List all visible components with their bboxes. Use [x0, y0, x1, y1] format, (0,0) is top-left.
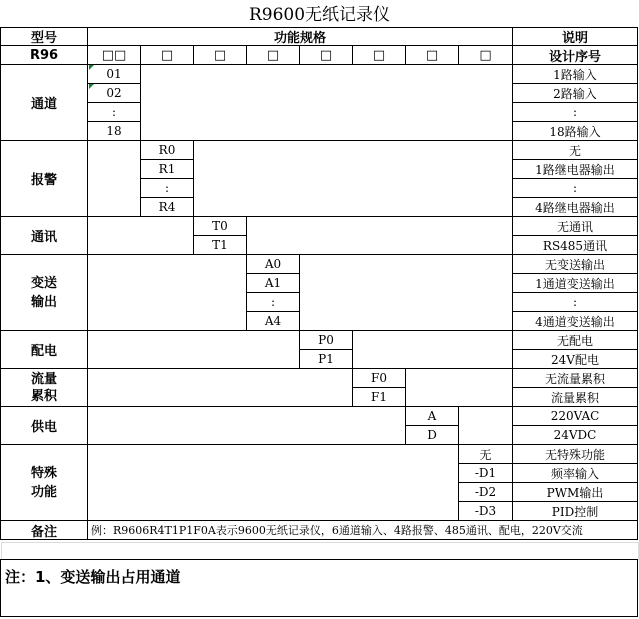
comm-empty-right: [246, 216, 513, 255]
section-label-flow-line1: 流量: [30, 371, 57, 387]
header-model-value: R96: [0, 45, 88, 65]
special-desc: PID控制: [512, 501, 638, 521]
supply-desc: 24VDC: [512, 425, 638, 445]
power-dist-code: P0: [299, 330, 353, 350]
supply-empty-right: [458, 406, 513, 445]
page-title: R9600无纸记录仪: [248, 5, 391, 25]
power-dist-desc: 24V配电: [512, 349, 638, 369]
alarm-empty-left: [87, 140, 141, 217]
placeholder-box: □: [405, 45, 459, 65]
alarm-code: R4: [140, 197, 194, 217]
channel-desc: :: [512, 102, 638, 122]
flow-desc: 无流量累积: [512, 368, 638, 388]
flow-desc: 流量累积: [512, 387, 638, 407]
spec-table: [0, 27, 639, 618]
supply-code: D: [405, 425, 459, 445]
alarm-desc: :: [512, 178, 638, 198]
flow-code: F1: [352, 387, 406, 407]
supply-desc: 220VAC: [512, 406, 638, 426]
special-code: 无: [458, 444, 513, 464]
transmit-empty-right: [299, 254, 513, 331]
header-desc-label: 说明: [512, 27, 638, 46]
section-label-transmit-line1: 变送: [30, 275, 57, 291]
channel-code: 01: [87, 64, 141, 84]
transmit-desc: 1通道变送输出: [512, 273, 638, 293]
header-model-label: 型号: [0, 27, 88, 46]
alarm-desc: 1路继电器输出: [512, 159, 638, 179]
special-desc: PWM输出: [512, 482, 638, 502]
section-label-channel: 通道: [0, 64, 88, 141]
channel-desc: 2路输入: [512, 83, 638, 103]
section-label-alarm: 报警: [0, 140, 88, 217]
placeholder-box: □: [352, 45, 406, 65]
empty-grid-row: [1, 542, 639, 560]
header-spec-label: 功能规格: [87, 27, 513, 46]
transmit-desc: 无变送输出: [512, 254, 638, 274]
power-dist-desc: 无配电: [512, 330, 638, 350]
channel-code: :: [87, 102, 141, 122]
flow-code: F0: [352, 368, 406, 388]
transmit-desc: 4通道变送输出: [512, 311, 638, 331]
channel-code: 18: [87, 121, 141, 141]
alarm-code: R0: [140, 140, 194, 160]
remark-text: 例：R9606R4T1P1F0A表示9600无纸记录仪，6通道输入、4路报警、485通讯、配电，220V交流: [87, 520, 638, 540]
alarm-empty-right: [193, 140, 513, 217]
placeholder-box: □□: [87, 45, 141, 65]
comm-desc: RS485通讯: [512, 235, 638, 255]
section-label-supply: 供电: [0, 406, 88, 445]
placeholder-box: □: [458, 45, 513, 65]
power-dist-code: P1: [299, 349, 353, 369]
placeholder-box: □: [246, 45, 300, 65]
transmit-empty-left: [87, 254, 247, 331]
special-code: -D3: [458, 501, 513, 521]
channel-desc: 1路输入: [512, 64, 638, 84]
header-desc-sub: 设计序号: [512, 45, 638, 65]
placeholder-box: □: [299, 45, 353, 65]
comm-empty-left: [87, 216, 194, 255]
special-code: -D2: [458, 482, 513, 502]
remark-label: 备注: [0, 520, 88, 540]
transmit-code: :: [246, 292, 300, 312]
placeholder-box: □: [193, 45, 247, 65]
special-desc: 频率输入: [512, 463, 638, 483]
channel-code: 02: [87, 83, 141, 103]
alarm-code: :: [140, 178, 194, 198]
section-label-comm: 通讯: [0, 216, 88, 255]
special-desc: 无特殊功能: [512, 444, 638, 464]
transmit-desc: :: [512, 292, 638, 312]
section-label-power-dist: 配电: [0, 330, 88, 369]
supply-code: A: [405, 406, 459, 426]
comment-marker: [89, 65, 94, 70]
alarm-desc: 4路继电器输出: [512, 197, 638, 217]
section-label-flow: [0, 368, 88, 407]
flow-empty-left: [87, 368, 353, 407]
section-label-special: [0, 444, 88, 521]
footnote: 注：1、变送输出占用通道: [0, 559, 638, 617]
alarm-code: R1: [140, 159, 194, 179]
channel-desc: 18路输入: [512, 121, 638, 141]
supply-empty-left: [87, 406, 406, 445]
section-label-transmit: [0, 254, 88, 331]
section-label-flow-line2: 累积: [30, 388, 57, 404]
power-dist-empty-left: [87, 330, 300, 369]
special-empty-left: [87, 444, 459, 521]
section-label-transmit-line2: 输出: [30, 294, 57, 310]
transmit-code: A0: [246, 254, 300, 274]
power-dist-empty-right: [352, 330, 513, 369]
comm-desc: 无通讯: [512, 216, 638, 236]
section-label-special-line1: 特殊: [30, 465, 57, 481]
comm-code: T0: [193, 216, 247, 236]
transmit-code: A4: [246, 311, 300, 331]
alarm-desc: 无: [512, 140, 638, 160]
comment-marker: [89, 84, 94, 89]
channel-empty-span: [140, 64, 513, 141]
flow-empty-right: [405, 368, 513, 407]
comm-code: T1: [193, 235, 247, 255]
transmit-code: A1: [246, 273, 300, 293]
placeholder-box: □: [140, 45, 194, 65]
special-code: -D1: [458, 463, 513, 483]
section-label-special-line2: 功能: [30, 484, 57, 500]
